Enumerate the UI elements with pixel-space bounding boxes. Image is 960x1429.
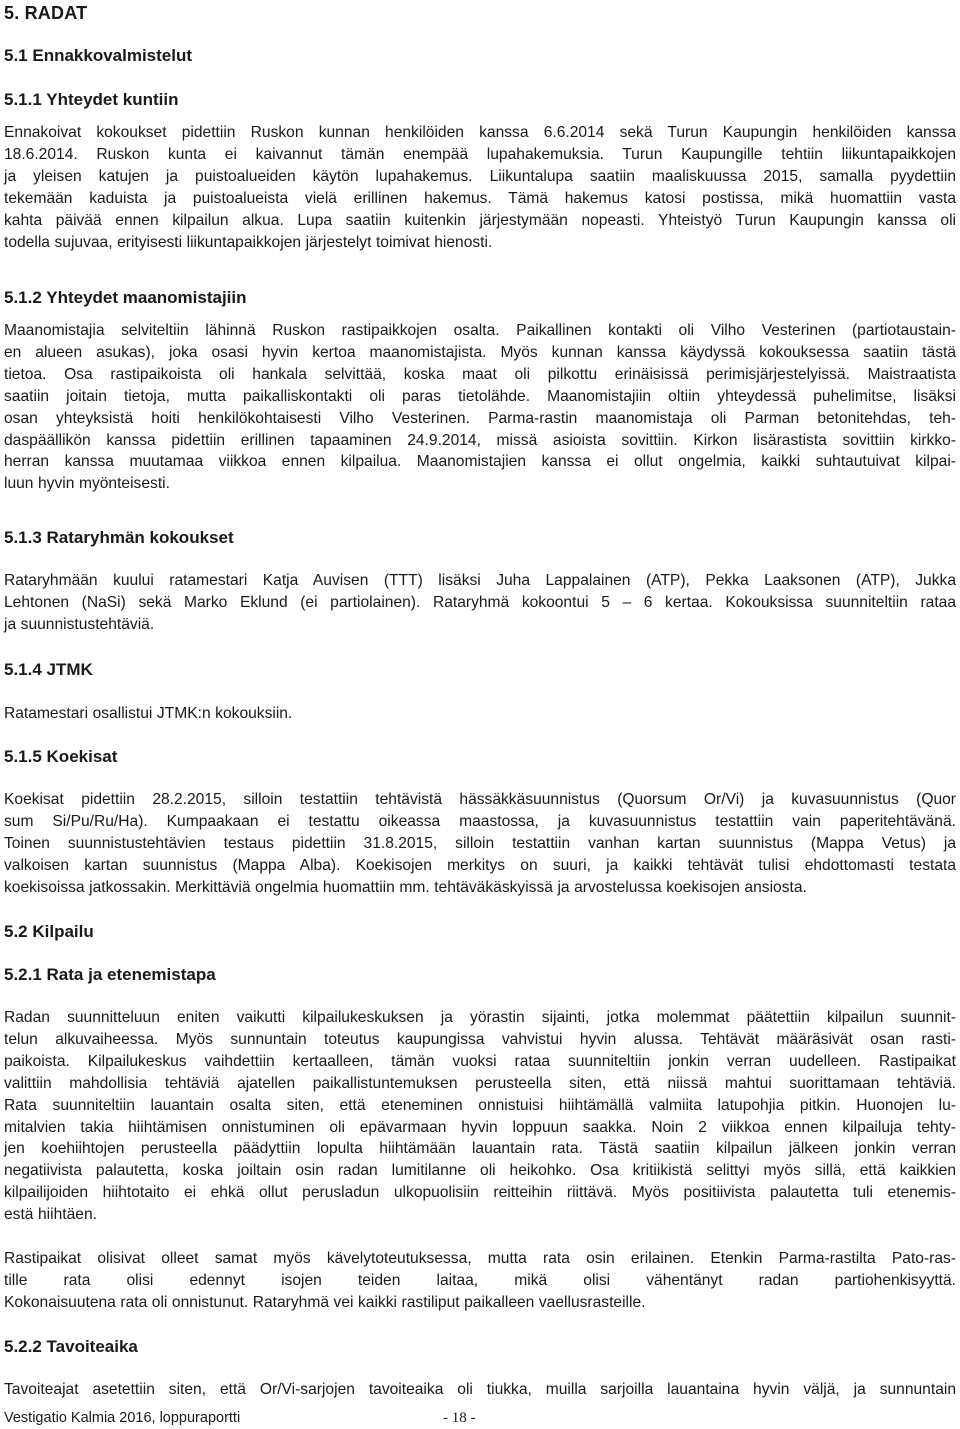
paragraph-line: ja yleisen katujen ja puistoalueiden käytön lupahakemus. Liikuntalupa saatiin maaliskuussa 2015, samalla pyydettiin	[4, 167, 956, 185]
paragraph-line: tille rata olisi edennyt isojen teiden laitaa, mikä olisi vähentänyt radan partiohenkisyyttä.	[4, 1271, 956, 1289]
paragraph-line: negatiivista palautetta, koska joiltain osin radan lumitilanne oli heikohko. Osa kritiikistä selittyi myös sillä, että kaikkien	[4, 1162, 956, 1180]
paragraph-line: Radan suunnitteluun eniten vaikutti kilpailukeskuksen ja yörastin sijainti, jotka molemmat päätettiin kilpailun suunnit-	[4, 1009, 956, 1026]
paragraph-line: 18.6.2014. Ruskon kunta ei kaivannut tämän enempää lupahakemuksia. Turun Kaupungille tehtiin liikuntapaikkojen	[4, 145, 956, 163]
paragraph-line: osan yhteyksistä hoiti henkilökohtaisesti Vilho Vesterinen. Parma-rastin maanomistaja oli Parman betonitehdas, teh-	[4, 409, 956, 427]
heading-5-1: 5.1 Ennakkovalmistelut	[4, 46, 193, 65]
paragraph-5-2-2	[4, 1379, 956, 1401]
heading-5-1-4: 5.1.4 JTMK	[4, 660, 93, 679]
paragraph-line: kahta päivää ennen kilpailun alkua. Lupa saatiin kuitenkin järjestymään nopeasti. Yhteistyö Turun Kaupungin kanssa oli	[4, 211, 956, 229]
paragraph-line: Rataryhmään kuului ratamestari Katja Auvisen (TTT) lisäksi Juha Lappalainen (ATP), Pekka Laaksonen (ATP), Jukka	[4, 572, 956, 589]
heading-5-2: 5.2 Kilpailu	[4, 922, 94, 941]
paragraph-line: todella sujuvaa, erityisesti liikuntapaikkojen järjestelyt toimivat hienosti.	[4, 233, 493, 251]
paragraph-line: Rata suunniteltiin lauantain osalta siten, että eteneminen onnistuisi hiihtämällä valmiita latupohjia pitkin. Huonojen lu-	[4, 1096, 956, 1114]
paragraph-line: saatiin joitain tietoja, mutta paikalliskontakti oli paras tietolähde. Maanomistajiin oltiin yhteydessä puhelimitse, lisäksi	[4, 387, 956, 405]
paragraph-line: tekemään kaduista ja puistoalueista vielä erillinen hakemus. Tämä hakemus katosi postissa, mikä huomattiin vasta	[4, 189, 956, 207]
paragraph-line: ja suunnistustehtäviä.	[4, 615, 155, 633]
heading-5-1-2: 5.1.2 Yhteydet maanomistajiin	[4, 288, 247, 307]
paragraph-line: jen koehiihtojen perusteella päädyttiin lopulta hiihtämään lauantain rata. Tästä saatiin kilpailun jälkeen jonkin verran	[4, 1140, 956, 1158]
paragraph-5-1-2	[4, 320, 956, 495]
paragraph-line: valkoisen kartan suunnistus (Mappa Alba). Koekisojen merkitys on suuri, ja kaikki tehtävät tulisi ehdottomasti testata	[4, 856, 956, 874]
paragraph-line: Kokonaisuutena rata oli onnistunut. Rataryhmä vei kaikki rastiliput paikalleen vaellusrasteille.	[4, 1293, 646, 1311]
paragraph-5-1-3	[4, 570, 956, 636]
heading-5-2-2: 5.2.2 Tavoiteaika	[4, 1337, 138, 1356]
paragraph-line: tietoa. Osa rastipaikoista oli hankala selvittää, koska maat oli pilkottu erinäisissä perimisjärjestelyissä. Maistraatista	[4, 365, 956, 383]
paragraph-line: Rastipaikat olisivat olleet samat myös kävelytoteutuksessa, mutta rata osin erilainen. Etenkin Parma-rastilta Pato-ras-	[4, 1250, 956, 1267]
paragraph-5-1-4	[4, 703, 956, 725]
heading-5-1-5: 5.1.5 Koekisat	[4, 747, 118, 766]
paragraph-line: Maanomistajia selviteltiin lähinnä Ruskon rastipaikkojen osalta. Paikallinen kontakti oli Vilho Vesterinen (partiotaustain-	[4, 322, 956, 339]
footer-report-title: Vestigatio Kalmia 2016, loppuraportti	[4, 1410, 241, 1426]
paragraph-line: Koekisat pidettiin 28.2.2015, silloin testattiin tehtävistä hässäkkäsuunnistus (Quorsum Or/Vi) ja kuvasuunnistus (Quor	[4, 791, 956, 808]
paragraph-line: en alueen asukas), joka osasi hyvin kertoa maanomistajista. Myös kunnan kanssa käydyssä kokouksessa saatiin tästä	[4, 343, 956, 361]
paragraph-5-2-1-a	[4, 1007, 956, 1226]
paragraph-line: Lehtonen (NaSi) sekä Marko Eklund (ei partiolainen). Rataryhmä kokoontui 5 – 6 kertaa. Kokouksissa suunniteltiin rataa	[4, 593, 956, 611]
paragraph-line: telun alkuvaiheessa. Myös sunnuntain toteutus kaupungissa vahvistui hyvin alussa. Tehtävät määräsivät osan rasti-	[4, 1030, 956, 1048]
paragraph-line: sum Si/Pu/Ru/Ha). Kumpaakaan ei testattu oikeassa maastossa, ja kuvasuunnistus testattiin vain paperitehtävänä.	[4, 812, 956, 830]
footer-page-number: - 18 -	[443, 1410, 476, 1426]
heading-section-5: 5. RADAT	[4, 3, 88, 23]
paragraph-line: paikoista. Kilpailukeskus vaihdettiin kertaalleen, tämän vuoksi rataa suunniteltiin jonkin verran uudelleen. Rastipaikat	[4, 1052, 956, 1070]
paragraph-line: kilpailijoiden hiihtotaito ei ehkä ollut perusladun ulkopuolisiin reitteihin riittävä. Myös positiivista palautetta tuli etenemis-	[4, 1184, 956, 1202]
paragraph-line: Toinen suunnistustehtävien testaus pidettiin 31.8.2015, silloin testattiin vanhan kartan suunnistus (Mappa Vetus) ja	[4, 834, 956, 852]
paragraph-5-1-1	[4, 122, 956, 253]
paragraph-line: koekisoissa jatkossakin. Merkittäviä ongelmia huomattiin mm. tehtäväkäskyissä ja arvostelussa koekisojen ansiosta.	[4, 878, 807, 896]
paragraph-line: herran kanssa muutamaa viikkoa ennen kilpailua. Maanomistajien kanssa ei ollut ongelmia, kaikki suhtautuivat kilpai-	[4, 453, 956, 471]
paragraph-line: luun hyvin myönteisesti.	[4, 475, 170, 493]
paragraph-line: valittiin mahdollisia tehtäviä ajatellen paikallistuntemuksen perusteella siten, että niissä mahtui suorittamaan tehtäviä.	[4, 1074, 956, 1092]
paragraph-5-2-1-b	[4, 1248, 956, 1314]
paragraph-5-1-5	[4, 789, 956, 899]
paragraph-line: estä hiihtäen.	[4, 1206, 97, 1224]
paragraph-line: Tavoiteajat asetettiin siten, että Or/Vi-sarjojen tavoiteaika oli tiukka, muilla sarjoilla lauantaina hyvin väljä, ja sunnuntain	[4, 1381, 956, 1398]
paragraph-line: Ratamestari osallistui JTMK:n kokouksiin.	[4, 705, 293, 722]
paragraph-line: daspäällikön kanssa pidettiin erillinen tapaaminen 24.9.2014, missä asioista sovittiin. Kirkon lisärastista sovittiin kirkko-	[4, 431, 956, 449]
heading-5-1-1: 5.1.1 Yhteydet kuntiin	[4, 90, 179, 109]
heading-5-1-3: 5.1.3 Rataryhmän kokoukset	[4, 528, 234, 547]
paragraph-line: Ennakoivat kokoukset pidettiin Ruskon kunnan henkilöiden kanssa 6.6.2014 sekä Turun Kaupungin henkilöiden kanssa	[4, 124, 956, 141]
paragraph-line: mitalvien takia hiihtämisen onnistuminen oli epävarmaan hyvin loppuun saakka. Noin 2 viikkoa ennen kilpailuja tehty-	[4, 1118, 956, 1136]
heading-5-2-1: 5.2.1 Rata ja etenemistapa	[4, 965, 216, 984]
